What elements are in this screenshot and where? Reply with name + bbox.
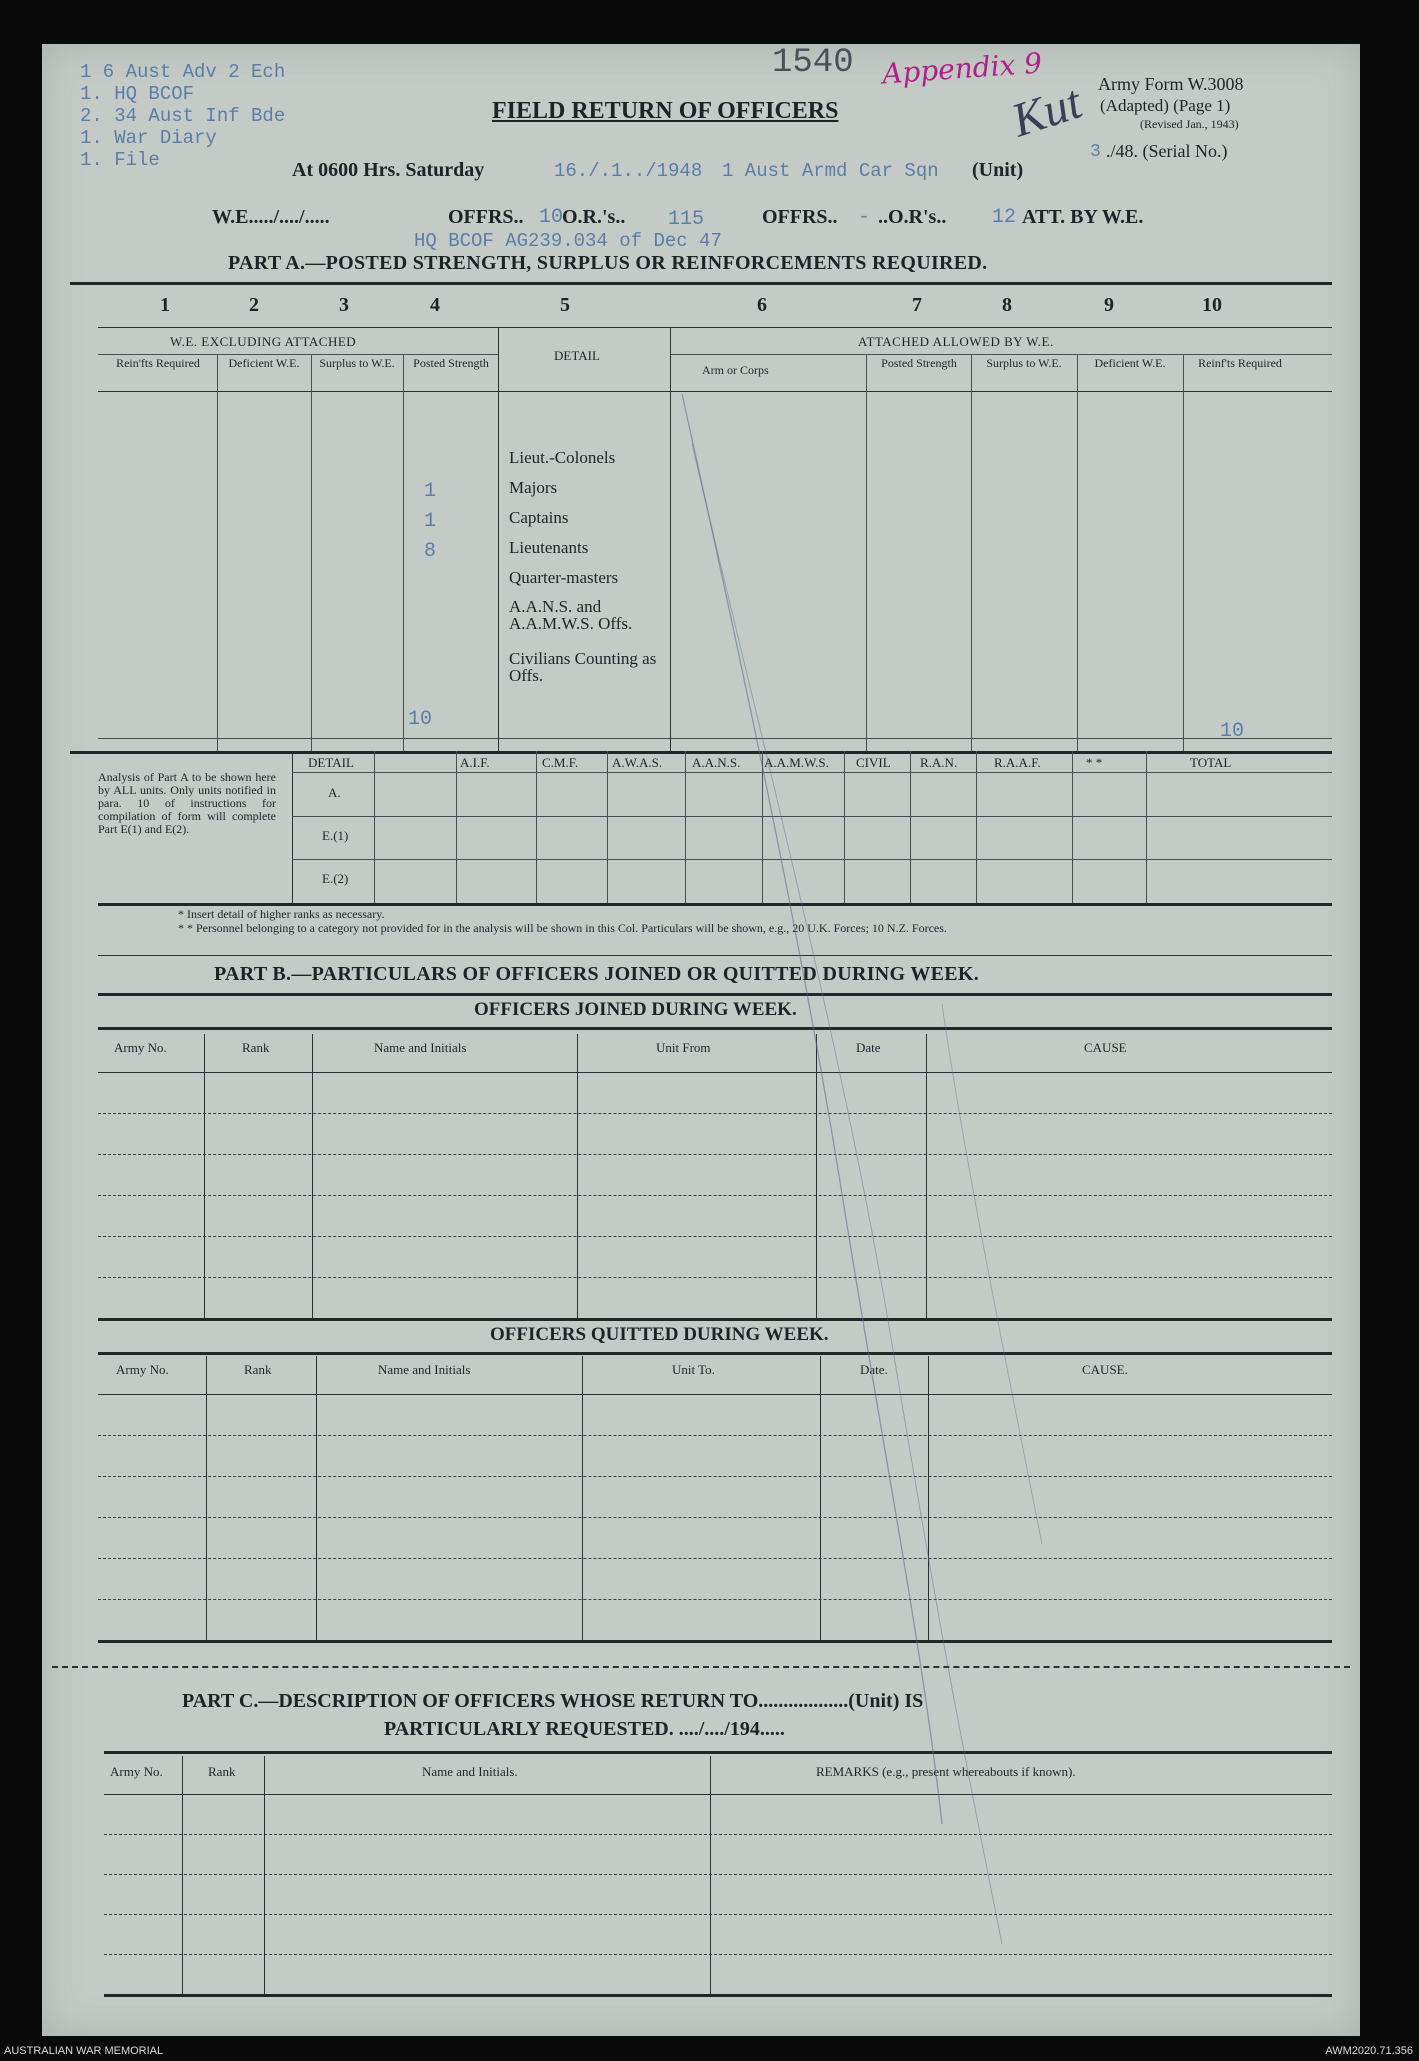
header-surplus: Surplus to W.E. bbox=[319, 356, 395, 370]
offrs-attached-value: - bbox=[858, 206, 871, 229]
detail-rank: Captains bbox=[509, 508, 569, 527]
return-date: 16./.1../1948 bbox=[554, 160, 703, 182]
header-attached-posted-strength: Posted Strength bbox=[881, 356, 957, 370]
column-number: 2 bbox=[249, 294, 259, 316]
joined-header: Unit From bbox=[656, 1040, 711, 1055]
part-a-heading: PART A.—POSTED STRENGTH, SURPLUS OR REINFORCEMENTS REQUIRED. bbox=[228, 252, 988, 274]
header-detail: DETAIL bbox=[554, 348, 600, 363]
distribution-line: 1 6 Aust Adv 2 Ech bbox=[80, 61, 286, 83]
column-number: 4 bbox=[430, 294, 440, 316]
part-c-subheading: PARTICULARLY REQUESTED. ..../..../194..... bbox=[384, 1718, 785, 1740]
footnote: * Insert detail of higher ranks as necessary. bbox=[178, 907, 385, 921]
joined-header: CAUSE bbox=[1084, 1040, 1127, 1055]
analysis-header: A.A.N.S. bbox=[692, 755, 741, 770]
quitted-header: Date. bbox=[860, 1362, 888, 1377]
distribution-line: 1. HQ BCOF bbox=[80, 83, 195, 105]
part-b-heading: PART B.—PARTICULARS OF OFFICERS JOINED OR QUITTED DURING WEEK. bbox=[214, 963, 980, 985]
unit-label: (Unit) bbox=[972, 159, 1024, 181]
column-number: 5 bbox=[560, 294, 570, 316]
part-c-header: Army No. bbox=[110, 1764, 163, 1779]
we-excluding-header: W.E. EXCLUDING ATTACHED bbox=[170, 334, 357, 349]
posted-strength-total: 10 bbox=[408, 708, 433, 731]
distribution-line: 1. File bbox=[80, 149, 160, 171]
form-sheet bbox=[42, 44, 1360, 2036]
analysis-row-label: A. bbox=[328, 785, 341, 800]
joined-header: Rank bbox=[242, 1040, 270, 1055]
detail-rank: Lieutenants bbox=[509, 538, 589, 557]
quitted-header: Name and Initials bbox=[378, 1362, 471, 1377]
analysis-row-label: E.(1) bbox=[322, 828, 349, 843]
column-number: 10 bbox=[1202, 294, 1222, 316]
reinforcements-total: 10 bbox=[1220, 720, 1245, 743]
part-c-header: Rank bbox=[208, 1764, 236, 1779]
form-adapted: (Adapted) (Page 1) bbox=[1100, 96, 1231, 115]
or-value: 115 bbox=[668, 208, 705, 231]
quitted-header: Unit To. bbox=[672, 1362, 715, 1377]
column-number: 8 bbox=[1002, 294, 1012, 316]
form-revised: (Revised Jan., 1943) bbox=[1140, 117, 1239, 131]
offrs-label: OFFRS.. bbox=[448, 206, 524, 228]
analysis-header: * * bbox=[1086, 755, 1103, 770]
quitted-header: Army No. bbox=[116, 1362, 169, 1377]
offrs-attached-label: OFFRS.. bbox=[762, 206, 838, 228]
column-number: 6 bbox=[757, 294, 767, 316]
header-arm-or-corps: Arm or Corps bbox=[702, 363, 769, 377]
pencil-marks bbox=[42, 44, 1360, 2036]
header-reinforcements-required: Rein'fts Required bbox=[116, 356, 200, 370]
analysis-note: Analysis of Part A to be shown here by ALL units. Only units notified in para. 10 of instructions for compilation of form will complete Part E(1) and E(2). bbox=[98, 770, 276, 836]
analysis-header: C.M.F. bbox=[542, 755, 579, 770]
form-title: FIELD RETURN OF OFFICERS bbox=[492, 98, 839, 124]
or-label: O.R.'s.. bbox=[562, 206, 626, 228]
detail-rank: Civilians Counting as Offs. bbox=[509, 649, 657, 685]
header-attached-reinforcements: Reinf'ts Required bbox=[1198, 356, 1282, 370]
analysis-header: A.A.M.W.S. bbox=[764, 755, 829, 770]
unit-name: 1 Aust Armd Car Sqn bbox=[722, 160, 939, 182]
signature-initials: Kut bbox=[1005, 75, 1088, 148]
column-number: 9 bbox=[1104, 294, 1114, 316]
detail-rank: Quarter-masters bbox=[509, 568, 619, 587]
analysis-header: A.W.A.S. bbox=[612, 755, 663, 770]
stamp-number: 1540 bbox=[772, 44, 854, 82]
distribution-line: 2. 34 Aust Inf Bde bbox=[80, 105, 286, 127]
form-id: Army Form W.3008 bbox=[1098, 74, 1244, 94]
part-c-header: Name and Initials. bbox=[422, 1764, 518, 1779]
credit-left: AUSTRALIAN WAR MEMORIAL bbox=[4, 2045, 164, 2057]
analysis-header: DETAIL bbox=[308, 755, 354, 770]
analysis-header: TOTAL bbox=[1190, 755, 1232, 770]
joined-header: Date bbox=[856, 1040, 881, 1055]
analysis-header: R.A.N. bbox=[920, 755, 958, 770]
detail-rank: Majors bbox=[509, 478, 558, 497]
quitted-heading: OFFICERS QUITTED DURING WEEK. bbox=[490, 1324, 829, 1345]
posted-strength-value: 1 bbox=[424, 480, 437, 503]
joined-header: Army No. bbox=[114, 1040, 167, 1055]
serial-label: ./48. (Serial No.) bbox=[1106, 141, 1228, 161]
credit-right: AWM2020.71.356 bbox=[1325, 2045, 1413, 2057]
header-attached-surplus: Surplus to W.E. bbox=[986, 356, 1062, 370]
appendix-annotation: Appendix 9 bbox=[881, 46, 1044, 91]
or-attached-label: ..O.R's.. bbox=[878, 206, 947, 228]
quitted-header: Rank bbox=[244, 1362, 272, 1377]
header-attached-deficient: Deficient W.E. bbox=[1094, 356, 1166, 370]
header-posted-strength: Posted Strength bbox=[413, 356, 489, 370]
analysis-header: R.A.A.F. bbox=[994, 755, 1041, 770]
analysis-header: A.I.F. bbox=[460, 755, 490, 770]
we-label: W.E...../..../..... bbox=[212, 206, 330, 228]
serial-value: 3 bbox=[1090, 142, 1101, 162]
part-c-heading: PART C.—DESCRIPTION OF OFFICERS WHOSE RETURN TO..................(Unit) IS bbox=[182, 1690, 924, 1712]
analysis-header: CIVIL bbox=[856, 755, 891, 770]
attached-allowed-header: ATTACHED ALLOWED BY W.E. bbox=[858, 334, 1054, 349]
quitted-header: CAUSE. bbox=[1082, 1362, 1128, 1377]
detail-rank: Lieut.-Colonels bbox=[509, 448, 616, 467]
column-number: 3 bbox=[339, 294, 349, 316]
analysis-row-label: E.(2) bbox=[322, 871, 349, 886]
posted-strength-value: 8 bbox=[424, 540, 437, 563]
joined-header: Name and Initials bbox=[374, 1040, 467, 1055]
part-c-header: REMARKS (e.g., present whereabouts if known). bbox=[816, 1764, 1076, 1779]
or-attached-value: 12 bbox=[992, 206, 1017, 229]
distribution-line: 1. War Diary bbox=[80, 127, 217, 149]
column-number: 1 bbox=[160, 294, 170, 316]
joined-heading: OFFICERS JOINED DURING WEEK. bbox=[474, 999, 797, 1020]
authority-reference: HQ BCOF AG239.034 of Dec 47 bbox=[414, 230, 722, 252]
column-number: 7 bbox=[912, 294, 922, 316]
posted-strength-value: 1 bbox=[424, 510, 437, 533]
at-line-prefix: At 0600 Hrs. Saturday bbox=[292, 159, 485, 181]
header-deficient: Deficient W.E. bbox=[228, 356, 300, 370]
offrs-value: 10 bbox=[539, 206, 564, 229]
detail-rank: A.A.N.S. and A.A.M.W.S. Offs. bbox=[509, 597, 633, 633]
att-label: ATT. BY W.E. bbox=[1022, 206, 1144, 228]
footnote: * * Personnel belonging to a category not provided for in the analysis will be shown in this Col. Particulars will be shown, e.g., 20 U.K. Forces; 10 N.Z. Forces. bbox=[178, 921, 947, 935]
